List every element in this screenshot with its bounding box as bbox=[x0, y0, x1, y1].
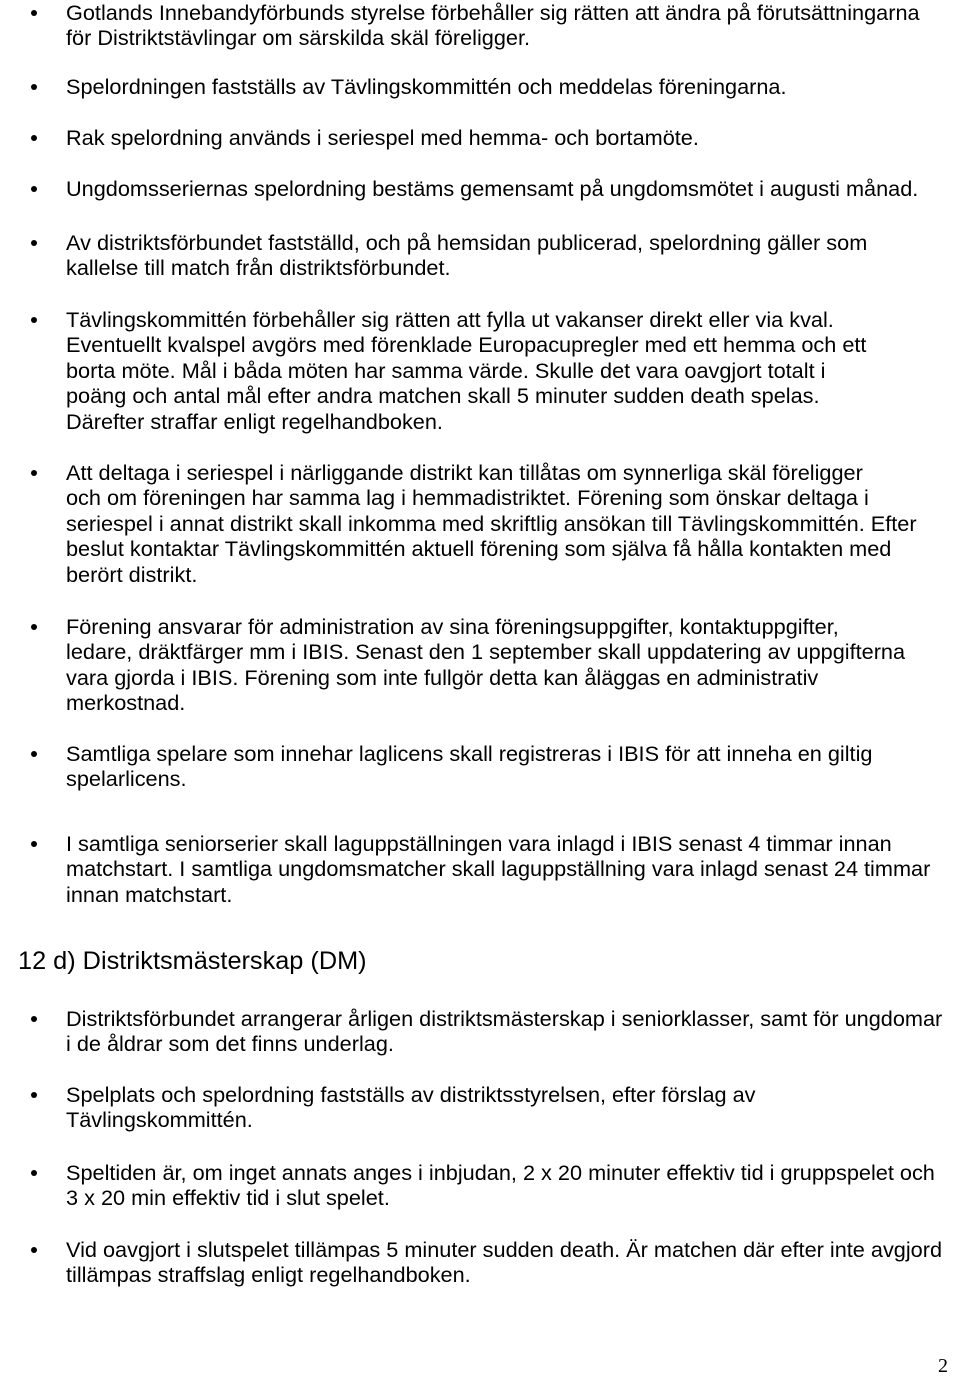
bullet-icon bbox=[31, 84, 37, 90]
list-item bbox=[0, 307, 960, 434]
list-item bbox=[0, 1006, 960, 1057]
list-item-line: merkostnad. bbox=[66, 690, 186, 716]
list-item bbox=[0, 176, 960, 201]
list-item-line: för Distriktstävlingar om särskilda skäl föreligger. bbox=[66, 25, 531, 51]
list-item-line: Vid oavgjort i slutspelet tillämpas 5 minuter sudden death. Är matchen där efter inte avgjord bbox=[66, 1237, 943, 1262]
list-item-line: tillämpas straffslag enligt regelhandboken. bbox=[66, 1262, 471, 1288]
list-item-line: kallelse till match från distriktsförbundet. bbox=[66, 255, 451, 281]
list-item bbox=[0, 831, 960, 907]
list-item-line: Samtliga spelare som innehar laglicens skall registreras i IBIS för att inneha en giltig bbox=[66, 741, 873, 766]
list-item-line: Distriktsförbundet arrangerar årligen distriktsmästerskap i seniorklasser, samt för ungdomar bbox=[66, 1006, 943, 1031]
list-item-line: ledare, dräktfärger mm i IBIS. Senast den 1 september skall uppdatering av uppgifterna bbox=[66, 639, 906, 665]
bullet-icon bbox=[31, 317, 37, 323]
list-item-line: Spelplats och spelordning fastställs av distriktsstyrelsen, efter förslag av bbox=[66, 1082, 756, 1107]
list-item bbox=[0, 0, 960, 51]
bullet-icon bbox=[31, 1016, 37, 1022]
list-item-line: Tävlingskommittén. bbox=[66, 1107, 253, 1133]
section-heading: 12 d) Distriktsmästerskap (DM) bbox=[18, 947, 367, 975]
list-item bbox=[0, 741, 960, 792]
bullet-icon bbox=[31, 841, 37, 847]
list-item-line: berört distrikt. bbox=[66, 561, 198, 587]
list-item-line: Tävlingskommittén förbehåller sig rätten att fylla ut vakanser direkt eller via kval. bbox=[66, 307, 834, 332]
page-number: 2 bbox=[938, 1355, 948, 1377]
bullet-icon bbox=[31, 10, 37, 16]
list-item-line: innan matchstart. bbox=[66, 881, 233, 907]
bullet-icon bbox=[31, 240, 37, 246]
list-item-line: matchstart. I samtliga ungdomsmatcher skall laguppställning vara inlagd senast 24 timmar bbox=[66, 856, 931, 882]
list-item bbox=[0, 1082, 960, 1133]
list-item-line: Speltiden är, om inget annats anges i inbjudan, 2 x 20 minuter effektiv tid i gruppspelet och bbox=[66, 1160, 935, 1185]
bullet-icon bbox=[31, 1247, 37, 1253]
list-item bbox=[0, 1160, 960, 1211]
list-item-line: seriespel i annat distrikt skall inkomma med skriftlig ansökan till Tävlingskommittén. Efter bbox=[66, 510, 917, 536]
list-item bbox=[0, 125, 960, 150]
list-item-line: Därefter straffar enligt regelhandboken. bbox=[66, 408, 443, 434]
bullet-icon bbox=[31, 1092, 37, 1098]
list-item-line: poäng och antal mål efter andra matchen skall 5 minuter sudden death spelas. bbox=[66, 383, 820, 409]
list-item bbox=[0, 460, 960, 587]
list-item-line: beslut kontaktar Tävlingskommittén aktuell förening som själva få hålla kontakten med bbox=[66, 536, 892, 562]
list-item-line: Ungdomsseriernas spelordning bestäms gemensamt på ungdomsmötet i augusti månad. bbox=[66, 176, 919, 201]
list-item-line: spelarlicens. bbox=[66, 766, 187, 792]
list-item bbox=[0, 614, 960, 716]
list-item bbox=[0, 74, 960, 99]
list-item-line: Gotlands Innebandyförbunds styrelse förbehåller sig rätten att ändra på förutsättningarna bbox=[66, 0, 920, 25]
bullet-icon bbox=[31, 1170, 37, 1176]
bullet-icon bbox=[31, 751, 37, 757]
list-item-line: Att deltaga i seriespel i närliggande distrikt kan tillåtas om synnerliga skäl föreligger bbox=[66, 460, 863, 485]
list-item-line: och om föreningen har samma lag i hemmadistriktet. Förening som önskar deltaga i bbox=[66, 485, 869, 511]
bullet-icon bbox=[31, 470, 37, 476]
bullet-icon bbox=[31, 186, 37, 192]
list-item-line: Spelordningen fastställs av Tävlingskommittén och meddelas föreningarna. bbox=[66, 74, 787, 99]
list-item bbox=[0, 230, 960, 281]
list-item-line: vara gjorda i IBIS. Förening som inte fullgör detta kan åläggas en administrativ bbox=[66, 664, 819, 690]
list-item-line: borta möte. Mål i båda möten har samma värde. Skulle det vara oavgjort totalt i bbox=[66, 357, 826, 383]
list-item-line: Förening ansvarar för administration av sina föreningsuppgifter, kontaktuppgifter, bbox=[66, 614, 839, 639]
bullet-icon bbox=[31, 624, 37, 630]
list-item bbox=[0, 1237, 960, 1288]
list-item-line: 3 x 20 min effektiv tid i slut spelet. bbox=[66, 1185, 390, 1211]
list-item-line: Av distriktsförbundet fastställd, och på hemsidan publicerad, spelordning gäller som bbox=[66, 230, 868, 255]
bullet-icon bbox=[31, 135, 37, 141]
list-item-line: Eventuellt kvalspel avgörs med förenklade Europacupregler med ett hemma och ett bbox=[66, 332, 867, 358]
list-item-line: i de åldrar som det finns underlag. bbox=[66, 1031, 394, 1057]
list-item-line: Rak spelordning används i seriespel med hemma- och bortamöte. bbox=[66, 125, 699, 150]
list-item-line: I samtliga seniorserier skall laguppställningen vara inlagd i IBIS senast 4 timmar innan bbox=[66, 831, 892, 856]
